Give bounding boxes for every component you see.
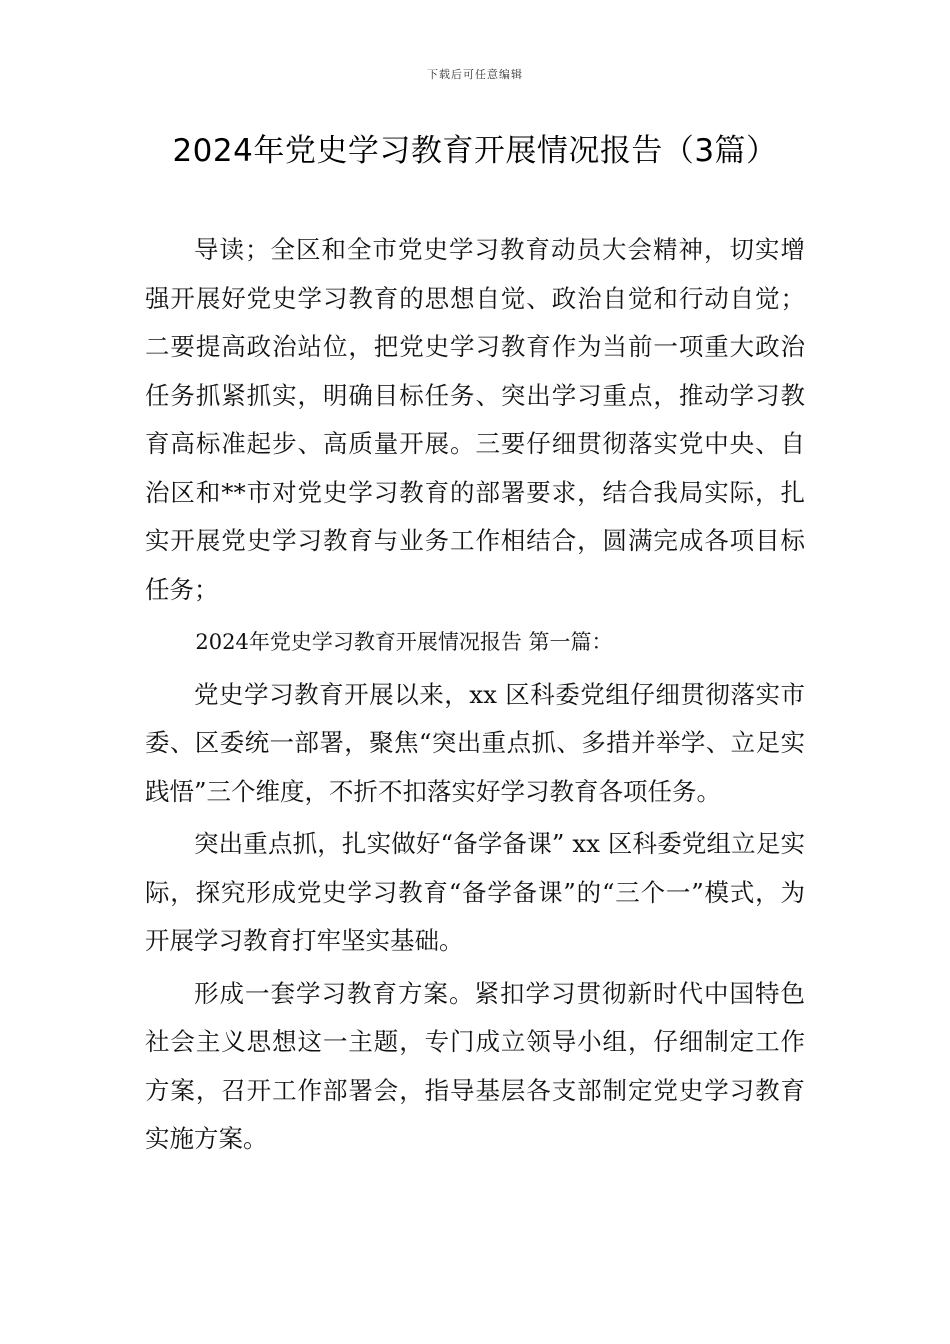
paragraph-intro: 导读；全区和全市党史学习教育动员大会精神，切实增强开展好党史学习教育的思想自觉、政治自觉和行动自觉；二要提高政治站位，把党史学习教育作为当前一项重大政治任务抓紧抓实，明确目标任务、突出学习重点，推动学习教育高标准起步、高质量开展。三要仔细贯彻落实党中央、自治区和**市对党史学习教育的部署要求，结合我局实际，扎实开展党史学习教育与业务工作相结合，圆满完成各项目标任务；	[145, 235, 805, 604]
section-heading: 2024年党史学习教育开展情况报告 第一篇：	[195, 630, 613, 654]
document-title: 2024年党史学习教育开展情况报告（3篇）	[172, 133, 778, 169]
header-note: 下载后可任意编辑	[427, 68, 523, 81]
paragraph: 突出重点抓，扎实做好“备学备课” xx 区科委党组立足实际，探究形成党史学习教育“备学备课”的“三个一”模式，为开展学习教育打牢坚实基础。	[145, 829, 805, 955]
paragraph: 形成一套学习教育方案。紧扣学习贯彻新时代中国特色社会主义思想这一主题，专门成立领导小组，仔细制定工作方案，召开工作部署会，指导基层各支部制定党史学习教育实施方案。	[145, 978, 805, 1153]
document-body	[145, 226, 805, 1164]
paragraph: 党史学习教育开展以来，xx 区科委党组仔细贯彻落实市委、区委统一部署，聚焦“突出重点抓、多措并举学、立足实践悟”三个维度，不折不扣落实好学习教育各项任务。	[145, 679, 805, 806]
